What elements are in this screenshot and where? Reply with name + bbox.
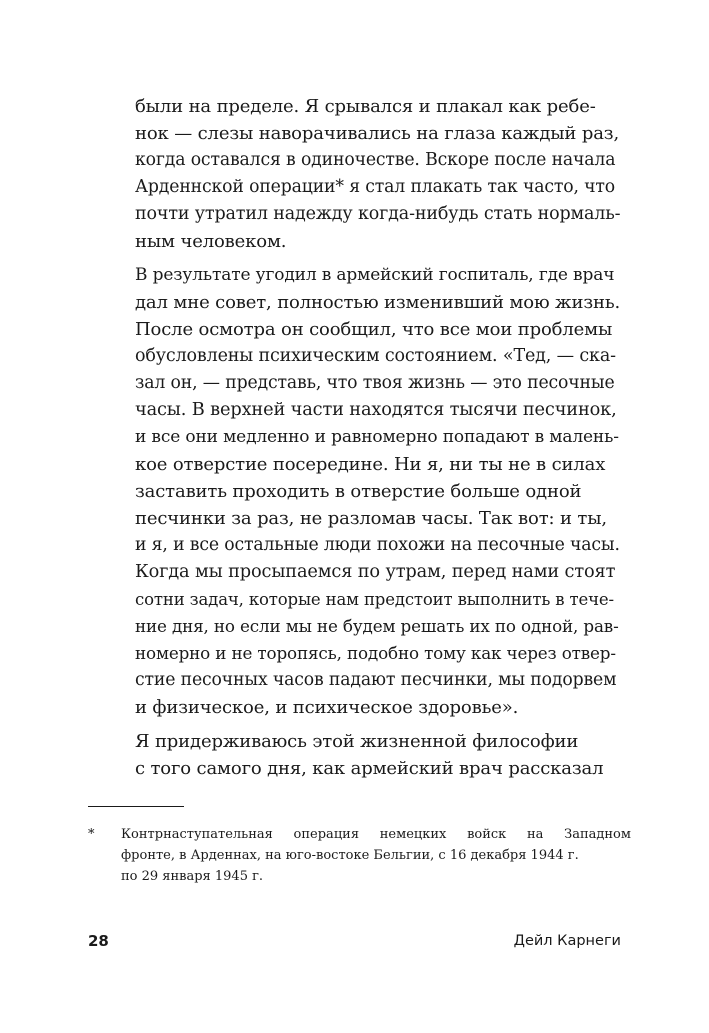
page-number: 28	[88, 932, 109, 950]
main-text	[135, 93, 620, 782]
footnote-line: Контрнаступательная операция немецких войск на Западном	[121, 827, 631, 842]
text-line: песчинки за раз, не разломав часы. Так вот: и ты,	[135, 508, 607, 529]
text-line: сотни задач, которые нам предстоит выполнить в тече-	[135, 590, 614, 609]
running-footer-author: Дейл Карнеги	[513, 933, 621, 949]
text-line: когда оставался в одиночестве. Вскоре после начала	[135, 150, 616, 170]
text-line: заставить проходить в отверстие больше одной	[135, 481, 582, 502]
text-line: Арденнской операции* я стал плакать так часто, что	[135, 177, 616, 197]
text-line: и все они медленно и равномерно попадают в малень-	[135, 427, 619, 447]
text-line: почти утратил надежду когда-нибудь стать нормаль-	[135, 204, 621, 224]
paragraph-3	[135, 728, 620, 782]
text-line: стие песочных часов падают песчинки, мы подорвем	[135, 670, 617, 690]
footnote-line: по 29 января 1945 г.	[121, 869, 264, 884]
text-line: и я, и все остальные люди похожи на песочные часы.	[135, 535, 620, 555]
paragraph-2	[135, 262, 620, 721]
paragraph-1	[135, 93, 620, 255]
footnote-marker: *	[88, 827, 95, 842]
text-line: зал он, — представь, что твоя жизнь — это песочные	[135, 373, 615, 393]
text-line: Когда мы просыпаемся по утрам, перед нами стоят	[135, 562, 616, 582]
text-line: были на пределе. Я срывался и плакал как ребе-	[135, 96, 596, 117]
text-line: кое отверстие посередине. Ни я, ни ты не в силах	[135, 454, 606, 475]
text-line: В результате угодил в армейский госпиталь, где врач	[135, 265, 615, 285]
text-line: Я придерживаюсь этой жизненной философии	[135, 731, 579, 752]
text-line: ние дня, но если мы не будем решать их по одной, рав-	[135, 616, 619, 636]
footnote-separator	[88, 806, 184, 807]
text-line: обусловлены психическим состоянием. «Тед, — ска-	[135, 346, 616, 366]
footnote-text	[121, 824, 631, 887]
text-line: и физическое, и психическое здоровье».	[135, 697, 519, 718]
text-line: После осмотра он сообщил, что все мои проблемы	[135, 319, 613, 340]
text-line: ным человеком.	[135, 231, 287, 252]
text-line: часы. В верхней части находятся тысячи песчинок,	[135, 400, 617, 420]
text-line: нок — слезы наворачивались на глаза каждый раз,	[135, 123, 620, 144]
text-line: с того самого дня, как армейский врач рассказал	[135, 758, 604, 779]
text-line: номерно и не торопясь, подобно тому как через отвер-	[135, 643, 616, 663]
text-line: дал мне совет, полностью изменивший мою жизнь.	[135, 292, 621, 313]
footnote-line: фронте, в Арденнах, на юго-востоке Бельгии, с 16 декабря 1944 г.	[121, 848, 579, 863]
